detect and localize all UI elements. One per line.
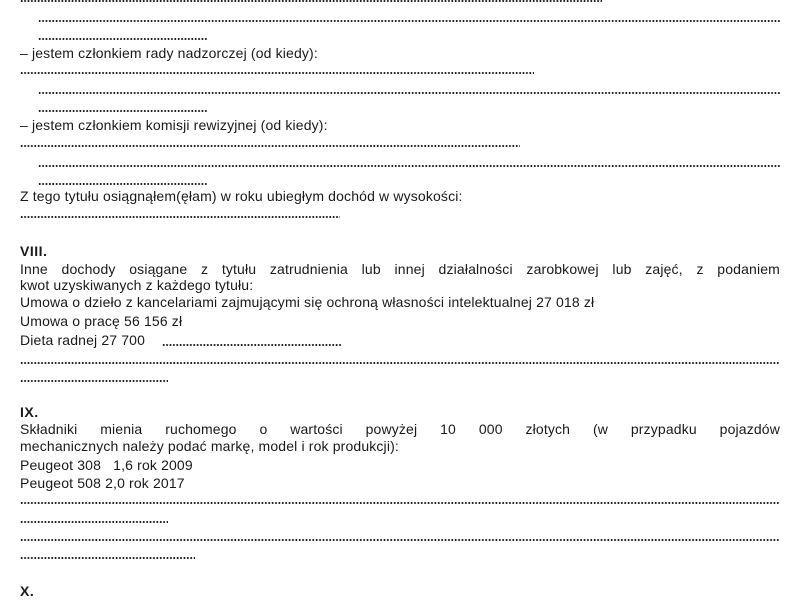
audit-committee-label: – jestem członkiem komisji rewizyjnej (od kiedy): (20, 117, 328, 133)
section-viii-intro-line1: Inne dochody osiągane z tytułu zatrudnienia lub innej działalności zarobkowej lub zajęć, z podaniem (20, 261, 780, 277)
vehicle-entry-2: Peugeot 508 2,0 rok 2017 (20, 475, 185, 491)
dotted-fill-line (38, 92, 780, 94)
vehicle-entry-1: Peugeot 308 1,6 rok 2009 (20, 457, 193, 473)
dotted-fill-line (38, 38, 208, 40)
income-statement-label: Z tego tytułu osiągnąłem(ęłam) w roku ubiegłym dochód w wysokości: (20, 188, 463, 204)
section-viii-intro-line2: kwot uzyskiwanych z każdego tytułu: (20, 277, 254, 293)
dotted-fill-line (38, 165, 780, 167)
dotted-fill-line (20, 216, 340, 218)
section-viii-heading: VIII. (20, 243, 48, 259)
dotted-fill-line (38, 20, 780, 22)
section-x-heading: X. (20, 583, 35, 599)
section-ix-heading: IX. (20, 404, 39, 420)
dotted-fill-line (20, 380, 168, 382)
dotted-fill-line (38, 183, 208, 185)
dotted-fill-line (20, 521, 168, 523)
dotted-fill-line (20, 502, 780, 504)
income-entry-1: Umowa o dzieło z kancelariami zajmującymi się ochroną własności intelektualnej 27 018 zł (20, 294, 595, 310)
income-entry-2: Umowa o pracę 56 156 zł (20, 313, 183, 329)
supervisory-board-label: – jestem członkiem rady nadzorczej (od kiedy): (20, 45, 318, 61)
dotted-fill-line (162, 344, 342, 346)
dotted-fill-line (38, 110, 208, 112)
section-ix-intro-line2: mechanicznych należy podać markę, model i rok produkcji): (20, 438, 399, 454)
dotted-fill-line (20, 362, 780, 364)
dotted-fill-line (20, 145, 520, 147)
dotted-fill-line (20, 0, 602, 2)
dotted-fill-line (20, 557, 195, 559)
dotted-fill-line (20, 72, 534, 74)
income-entry-3: Dieta radnej 27 700 (20, 332, 146, 348)
dotted-fill-line (20, 539, 780, 541)
section-ix-intro-line1: Składniki mienia ruchomego o wartości powyżej 10 000 złotych (w przypadku pojazdów (20, 421, 780, 437)
